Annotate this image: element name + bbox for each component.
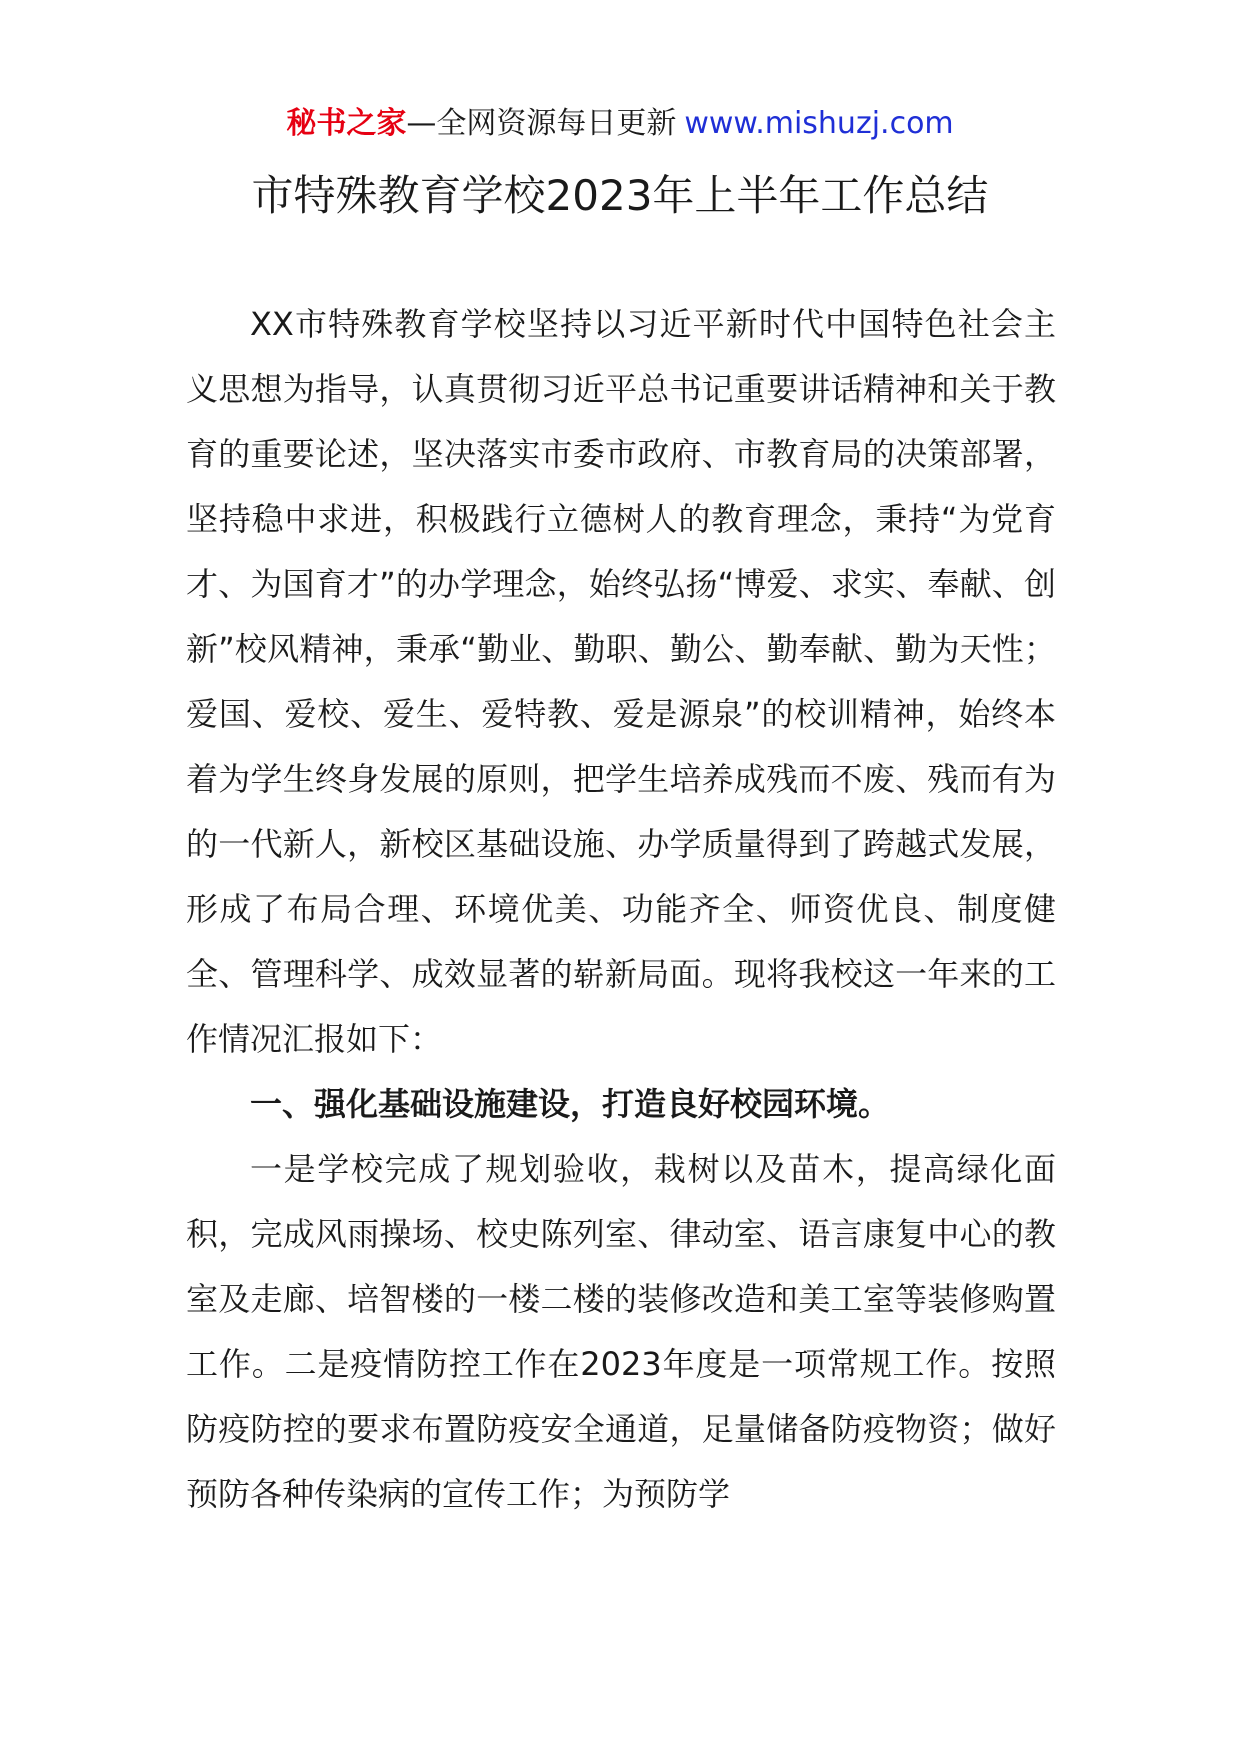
header-tagline: —全网资源每日更新 — [406, 106, 677, 141]
section-1-paragraph: 一是学校完成了规划验收，栽树以及苗木，提高绿化面积，完成风雨操场、校史陈列室、律动室、语言康复中心的教室及走廊、培智楼的一楼二楼的装修改造和美工室等装修购置工作。二是疫情防控工作在2023年度是一项常规工作。按照防疫防控的要求布置防疫安全通道，足量储备防疫物资；做好预防各种传染病的宣传工作；为预防学 — [186, 1150, 1056, 1513]
document-title: 市特殊教育学校2023年上半年工作总结 — [251, 171, 989, 220]
intro-paragraph: XX市特殊教育学校坚持以习近平新时代中国特色社会主义思想为指导，认真贯彻习近平总书记重要讲话精神和关于教育的重要论述，坚决落实市委市政府、市教育局的决策部署，坚持稳中求进，积极践行立德树人的教育理念，秉持“为党育才、为国育才”的办学理念，始终弘扬“博爱、求实、奉献、创新”校风精神，秉承“勤业、勤职、勤公、勤奉献、勤为天性；爱国、爱校、爱生、爱特教、爱是源泉”的校训精神，始终本着为学生终身发展的原则，把学生培养成残而不废、残而有为的一代新人，新校区基础设施、办学质量得到了跨越式发展，形成了布局合理、环境优美、功能齐全、师资优良、制度健全、管理科学、成效显著的崭新局面。现将我校这一年来的工作情况汇报如下： — [186, 305, 1056, 1058]
section-heading-1: 一、强化基础设施建设，打造良好校园环境。 — [250, 1085, 891, 1123]
website-link[interactable]: www.mishuzj.com — [684, 106, 954, 141]
site-header — [0, 104, 1240, 144]
document-body — [186, 292, 1056, 1527]
brand-name: 秘书之家 — [286, 106, 407, 141]
